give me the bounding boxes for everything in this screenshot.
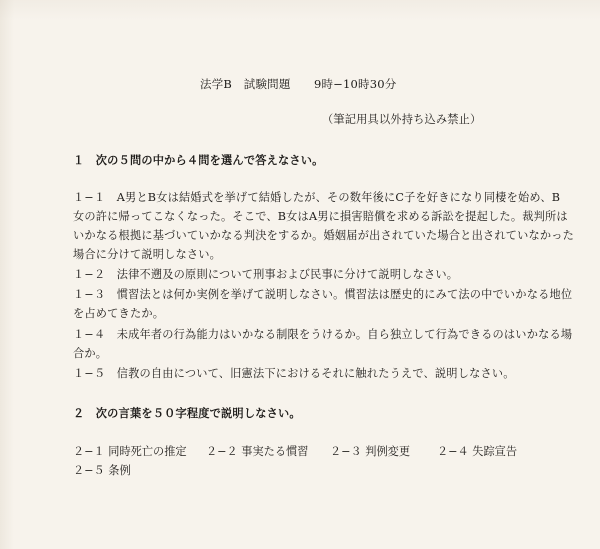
question-1-3-line-1: １−３ 慣習法とは何か実例を挙げて説明しなさい。慣習法は歴史的にみて法の中でいかなる地位 [73,288,573,301]
question-1-1-line-4: 場合に分けて説明しなさい。 [73,248,222,261]
term-2-2: ２−２ 事実たる慣習 [206,445,309,458]
term-2-5: ２−５ 条例 [73,464,131,477]
question-1-1-line-3: いかなる根拠に基づいていかなる判決をするか。婚姻届が出されていた場合と出されていなかった [73,229,575,242]
terms-row-1 [73,445,553,459]
question-1-3-line-2: を占めてきたか。 [73,307,165,320]
term-2-4: ２−４ 失踪宣告 [437,445,518,458]
question-1-5-line-1: １−５ 信教の自由について、旧憲法下におけるそれに触れたうえで、説明しなさい。 [73,367,515,380]
terms-row-2 [73,464,273,478]
section2-heading: ２ 次の言葉を５０字程度で説明しなさい。 [73,406,301,420]
question-1-1-line-1: １−１ A男とB女は結婚式を挙げて結婚したが、その数年後にC子を好きになり同棲を始め、B [73,191,561,204]
exam-title: 法学B 試験問題 9時−10時30分 [200,77,397,91]
section1-heading: １ 次の５問の中から４問を選んで答えなさい。 [73,153,324,167]
term-2-1: ２−１ 同時死亡の推定 [73,445,187,458]
term-2-3: ２−３ 判例変更 [330,445,411,458]
exam-note: （筆記用具以外持ち込み禁止） [322,113,482,126]
question-1-2-line-1: １−２ 法律不遡及の原則について刑事および民事に分けて説明しなさい。 [73,268,459,281]
question-1-1-line-2: 女の許に帰ってこなくなった。そこで、B女はA男に損害賠償を求める訴訟を提起した。裁判所は [73,210,568,223]
question-1-4-line-2: 合か。 [73,347,108,360]
question-1-4-line-1: １−４ 未成年者の行為能力はいかなる制限をうけるか。自ら独立して行為できるのはいかなる場 [73,328,573,341]
